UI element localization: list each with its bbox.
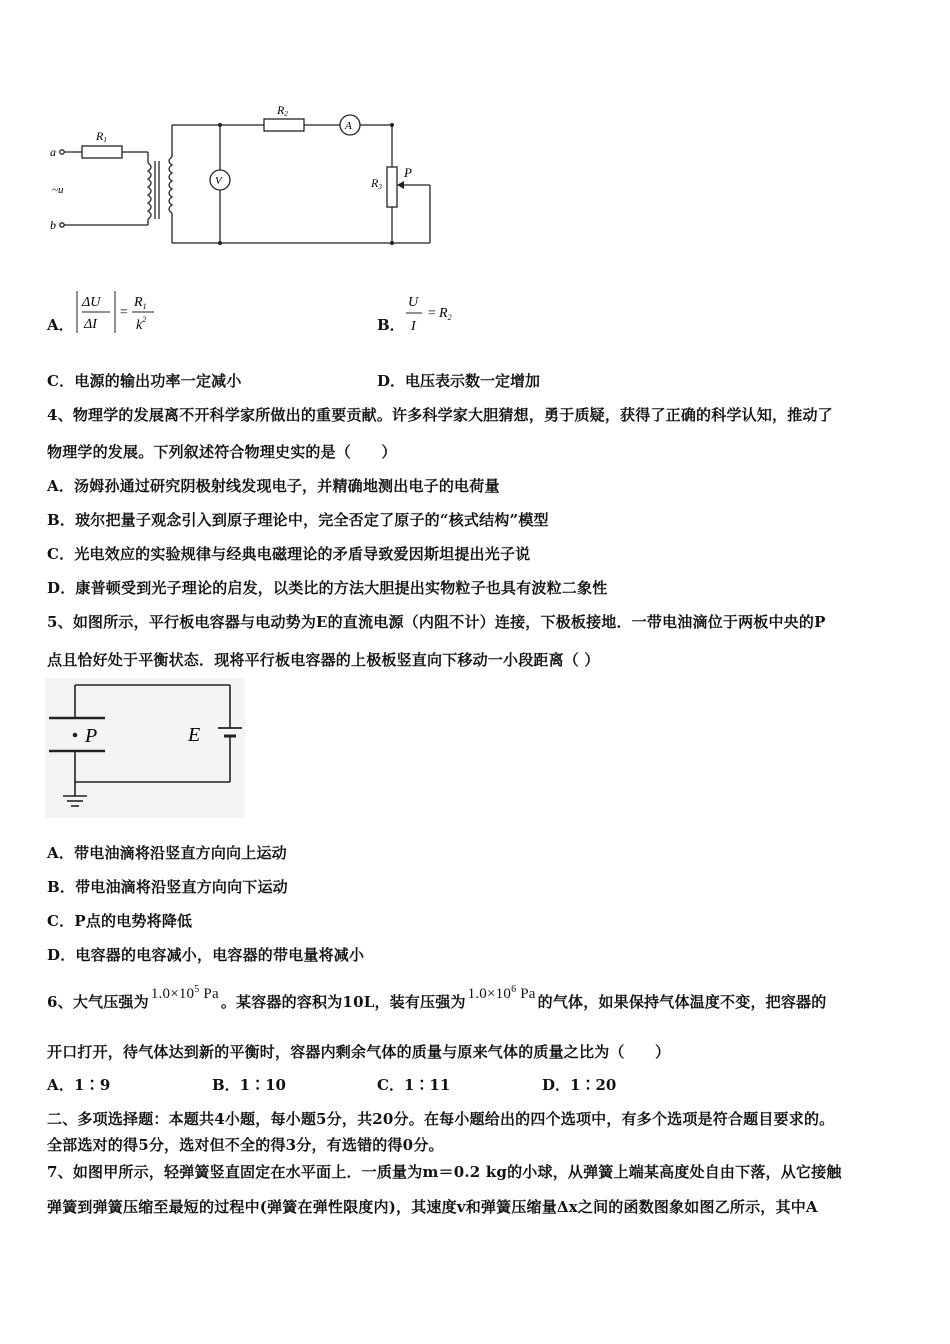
section2-heading-line2: 全部选对的得5分，选对但不全的得3分，有选错的得0分。 (47, 1136, 444, 1154)
q3-option-b-letter: B． (377, 316, 405, 334)
q6-stem-line2: 开口打开，待气体达到新的平衡时，容器内剩余气体的质量与原来气体的质量之比为（ ） (47, 1043, 671, 1061)
svg-text:k2: $k^2$ (136, 315, 147, 333)
q4-option-b: B．玻尔把量子观念引入到原子理论中，完全否定了原子的“核式结构”模型 (47, 511, 549, 529)
q4-stem-line2: 物理学的发展。下列叙述符合物理史实的是（ ） (47, 443, 397, 461)
svg-text:ΔI: ΔI (84, 317, 97, 332)
q4-option-d: D．康普顿受到光子理论的启发，以类比的方法大胆提出实物粒子也具有波粒二象性 (47, 579, 608, 597)
capacitor-circuit-diagram (45, 678, 245, 818)
slider-p-label: P (404, 165, 412, 180)
svg-text:R1: $R_1$ (134, 295, 147, 311)
q5-option-a: A．带电油滴将沿竖直方向向上运动 (47, 844, 287, 862)
svg-text:ΔU: ΔU (82, 295, 101, 310)
q3-option-a-letter: A． (47, 316, 74, 334)
svg-text:U: U (408, 295, 419, 310)
q3-option-d: D．电压表示数一定增加 (377, 372, 541, 390)
q6-option-a: A．1∶9 (47, 1076, 111, 1094)
transformer-circuit-diagram (40, 95, 440, 255)
q3-option-b-formula (402, 288, 482, 338)
terminal-b-label: b (50, 218, 56, 232)
svg-text:=: = (119, 305, 129, 320)
terminal-a-label: a (50, 145, 56, 159)
section2-heading-line1: 二、多项选择题：本题共4小题，每小题5分，共20分。在每小题给出的四个选项中，有多个选项是符合题目要求的。 (47, 1110, 835, 1128)
q5-option-c: C．P点的电势将降低 (47, 912, 193, 930)
ac-source-label: ~u (52, 184, 64, 196)
r1-label: R1 (96, 129, 107, 144)
q5-option-b: B．带电油滴将沿竖直方向向下运动 (47, 878, 288, 896)
q5-stem-line1: 5、如图所示，平行板电容器与电动势为E的直流电源（内阻不计）连接，下极板接地．一带电油滴位于两板中央的P (47, 613, 826, 631)
emf-e-label: E (188, 724, 201, 746)
voltmeter-icon: V (215, 175, 222, 187)
q3-option-a-formula (72, 285, 182, 340)
svg-text:R2: $R_2$ (439, 306, 452, 322)
q5-stem-line2: 点且恰好处于平衡状态．现将平行板电容器的上极板竖直向下移动一小段距离（ ） (47, 651, 600, 669)
q4-option-c: C．光电效应的实验规律与经典电磁理论的矛盾导致爱因斯坦提出光子说 (47, 545, 531, 563)
q4-stem-line1: 4、物理学的发展离不开科学家所做出的重要贡献。许多科学家大胆猜想，勇于质疑，获得了正确的科学认知，推动了 (47, 406, 833, 424)
q7-stem-line1: 7、如图甲所示，轻弹簧竖直固定在水平面上．一质量为m＝0.2 kg的小球，从弹簧上端某高度处自由下落，从它接触 (47, 1163, 842, 1181)
r2-label: R2 (277, 103, 288, 118)
ammeter-icon: A (345, 120, 352, 132)
p-point-label: P (85, 725, 98, 747)
container-pressure-value: $1.0\times 10^6$ Pa (467, 984, 536, 1002)
q4-option-a: A．汤姆孙通过研究阴极射线发现电子，并精确地测出电子的电荷量 (47, 477, 500, 495)
r3-label: R3 (371, 176, 382, 191)
q3-option-c: C．电源的输出功率一定减小 (47, 372, 242, 390)
q6-option-c: C．1∶11 (377, 1076, 451, 1094)
q6-stem-line1: 6、大气压强为 $1.0\times 10^5$ Pa 。某容器的容积为10L，装有压强为 $1.0\times 10^6$ Pa 的气体，如果保持气体温度不变，把容器的 (47, 984, 827, 1011)
svg-text:=: = (427, 306, 437, 321)
q5-option-d: D．电容器的电容减小，电容器的带电量将减小 (47, 946, 365, 964)
q7-stem-line2: 弹簧到弹簧压缩至最短的过程中(弹簧在弹性限度内)，其速度v和弹簧压缩量Δx之间的函数图象如图乙所示，其中A (47, 1198, 818, 1216)
atmospheric-pressure-value: $1.0\times 10^5$ Pa (150, 984, 219, 1002)
svg-text:I: I (411, 319, 416, 334)
q6-option-b: B．1∶10 (212, 1076, 286, 1094)
q6-option-d: D．1∶20 (542, 1076, 617, 1094)
